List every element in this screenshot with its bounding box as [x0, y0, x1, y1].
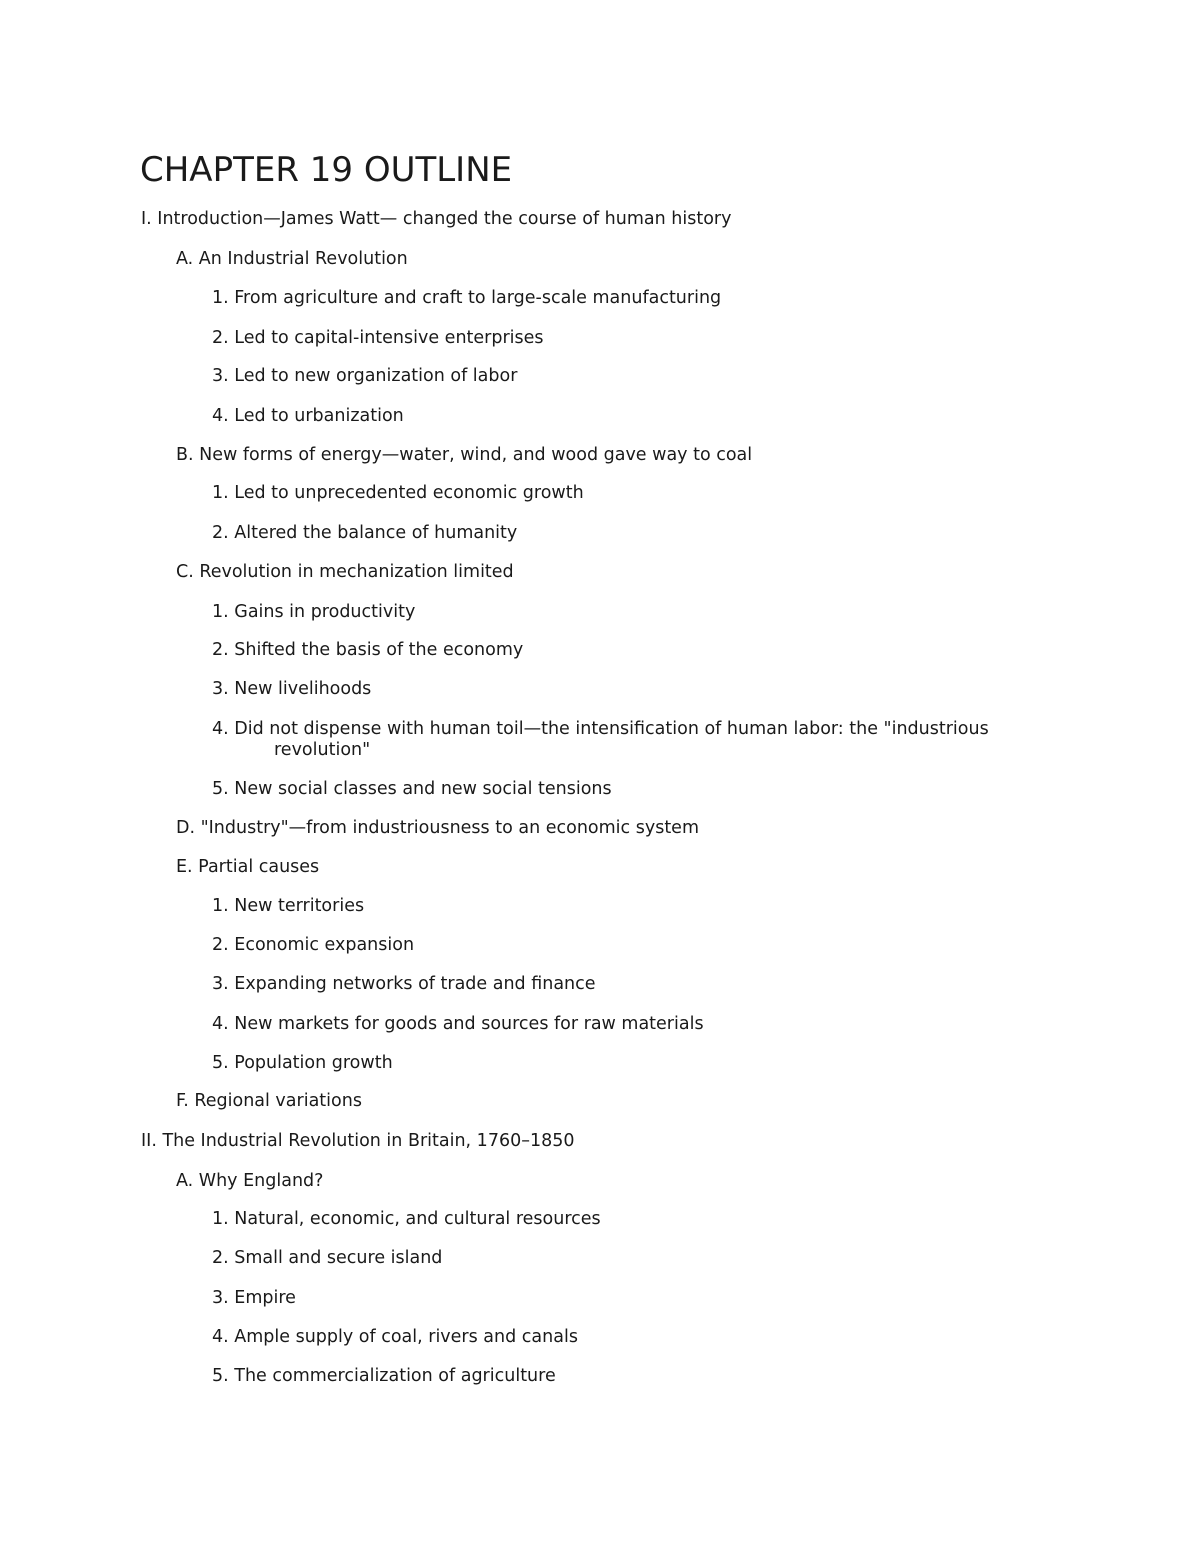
outline-item: A. An Industrial Revolution: [176, 249, 408, 269]
outline-item: I. Introduction—James Watt— changed the course of human history: [141, 209, 732, 229]
outline-item: 1. Led to unprecedented economic growth: [212, 483, 584, 503]
outline-item: 2. Altered the balance of humanity: [212, 523, 518, 543]
outline-item: 1. New territories: [212, 896, 365, 916]
outline-item: D. "Industry"—from industriousness to an economic system: [176, 818, 699, 838]
outline-item: 2. Small and secure island: [212, 1248, 443, 1268]
outline-item: 4. New markets for goods and sources for raw materials: [212, 1014, 704, 1034]
outline-item: II. The Industrial Revolution in Britain, 1760–1850: [141, 1131, 575, 1151]
outline-item: 2. Shifted the basis of the economy: [212, 640, 524, 660]
outline-item: 1. Gains in productivity: [212, 602, 416, 622]
outline-item: 3. Empire: [212, 1288, 296, 1308]
outline-item: 4. Led to urbanization: [212, 406, 404, 426]
outline-item: B. New forms of energy—water, wind, and wood gave way to coal: [176, 445, 753, 465]
page-title: CHAPTER 19 OUTLINE: [140, 150, 513, 190]
outline-item: 1. Natural, economic, and cultural resources: [212, 1209, 601, 1229]
outline-item: 5. Population growth: [212, 1053, 393, 1073]
outline-item: 3. New livelihoods: [212, 679, 372, 699]
outline-item: F. Regional variations: [176, 1091, 362, 1111]
outline-item: 4. Did not dispense with human toil—the intensification of human labor: the "industrious: [212, 719, 989, 739]
outline-item: E. Partial causes: [176, 857, 320, 877]
outline-item: 2. Led to capital-intensive enterprises: [212, 328, 544, 348]
outline-item: A. Why England?: [176, 1171, 324, 1191]
outline-item: 3. Led to new organization of labor: [212, 366, 518, 386]
outline-item: 5. The commercialization of agriculture: [212, 1366, 556, 1386]
outline-item: 2. Economic expansion: [212, 935, 415, 955]
outline-item: 5. New social classes and new social tensions: [212, 779, 612, 799]
outline-item: 4. Ample supply of coal, rivers and canals: [212, 1327, 578, 1347]
outline-item-continuation: revolution": [274, 740, 371, 760]
outline-item: 3. Expanding networks of trade and finance: [212, 974, 596, 994]
outline-item: C. Revolution in mechanization limited: [176, 562, 514, 582]
outline-item: 1. From agriculture and craft to large-scale manufacturing: [212, 288, 722, 308]
